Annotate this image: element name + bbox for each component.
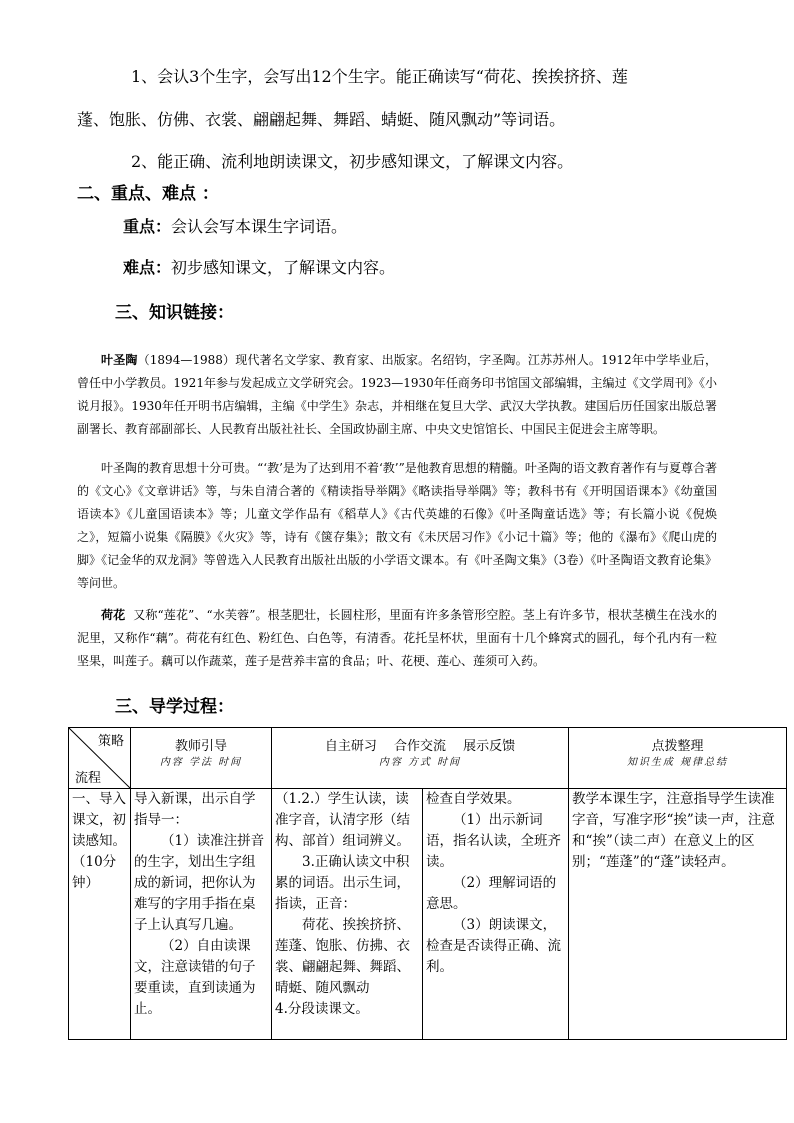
section-heading-learning-process: 三、导学过程： <box>115 697 234 717</box>
knowledge-paragraph-education <box>77 457 717 595</box>
check-text-4: （3）朗读课文，检查是否读得正确、流利。 <box>426 917 561 975</box>
teacher-text-1: 导入新课，出示自学指导一： <box>134 791 256 828</box>
section-heading-key-points: 二、重点、难点 ： <box>77 184 219 204</box>
table-row <box>69 789 787 1040</box>
stage-cell <box>69 789 131 1040</box>
summary-cell <box>569 789 787 1040</box>
knowledge-paragraph-ye-shengtao <box>77 349 717 441</box>
objective-line-1: 1、会认3个生字，会写出12个生字。能正确读写“荷花、挨挨挤挤、莲 <box>131 67 628 86</box>
person-name: 叶圣陶 <box>101 353 138 367</box>
key-point-label: 重点： <box>123 217 172 236</box>
corner-top-label: 策略 <box>97 734 124 749</box>
table-header-row <box>69 728 787 789</box>
key-point-line <box>123 217 347 237</box>
header-study-title: 自主研习 合作交流 展示反馈 <box>324 739 516 754</box>
header-study <box>272 728 569 789</box>
study-text-4: 4.分段读课文。 <box>275 1001 369 1017</box>
header-summary <box>569 728 787 789</box>
header-summary-title: 点拨整理 <box>651 739 704 754</box>
header-teacher-sub: 内容 学法 时间 <box>159 757 243 768</box>
header-summary-sub: 知识生成 规律总结 <box>626 757 729 768</box>
corner-bottom-label: 流程 <box>75 771 102 786</box>
lotus-name: 荷花 <box>101 608 126 622</box>
check-text-2: （1）出示新词语，指名认读，全班齐读。 <box>426 812 561 870</box>
check-cell <box>423 789 569 1040</box>
objective-line-2: 蓬、饱胀、仿佛、衣裳、翩翩起舞、舞蹈、蜻蜓、随风飘动”等词语。 <box>77 110 566 129</box>
check-text-1: 检查自学效果。 <box>426 791 521 807</box>
difficult-point-label: 难点： <box>123 258 172 277</box>
bio-text: （1894—1988）现代著名文学家、教育家、出版家。名绍钧，字圣陶。江苏苏州人。1912年中学毕业后，曾任中小学教员。1921年参与发起成立文学研究会。1923—1930年任商务印书馆国文部编辑，主编过《文学周刊》《小说月报》。1930年任开明书店编辑，主编《中学生》杂志，并相继在复旦大学、武汉大学执教。建国后历任国家出版总署副署长、教育部副部长、人民教育出版社社长、全国政协副主席、中央文史馆馆长、中国民主促进会主席等职。 <box>77 353 717 436</box>
corner-cell <box>69 728 131 789</box>
header-teacher-title: 教师引导 <box>174 739 227 754</box>
study-cell <box>272 789 423 1040</box>
header-teacher <box>131 728 272 789</box>
study-text-2: 3.正确认读文中积累的词语。出示生词，指读，正音： <box>275 854 410 912</box>
teacher-cell <box>131 789 272 1040</box>
header-study-sub: 内容 方式 时间 <box>378 757 462 768</box>
teacher-text-2: （1）读准注拼音的生字，划出生字组成的新词，把你认为难写的字用手指在桌子上认真写几遍。 <box>134 833 265 933</box>
lotus-text: 又称“莲花”、“水芙蓉”。根茎肥壮，长圆柱形，里面有许多条管形空腔。茎上有许多节，根状茎横生在浅水的泥里，又称作“藕”。荷花有红色、粉红色、白色等，有清香。花托呈杯状，里面有十几个蜂窝式的圆孔，每个孔内有一粒坚果，叫莲子。藕可以作蔬菜，莲子是营养丰富的食品；叶、花梗、莲心、莲须可入药。 <box>77 608 717 668</box>
objective-line-3: 2、能正确、流利地朗读课文，初步感知课文，了解课文内容。 <box>131 152 574 171</box>
teacher-text-3: （2）自由读课文，注意读错的句子要重读，直到读通为止。 <box>134 938 256 1017</box>
study-text-1: （1.2.）学生认读，读准字音，认清字形（结构、部首）组词辨义。 <box>275 791 410 849</box>
knowledge-paragraph-lotus <box>77 604 717 673</box>
section-heading-knowledge-link: 三、知识链接： <box>115 303 234 323</box>
difficult-point-text: 初步感知课文，了解课文内容。 <box>171 258 396 277</box>
education-text: 叶圣陶的教育思想十分可贵。“‘教’是为了达到用不着‘教’”是他教育思想的精髓。叶圣陶的语文教育著作有与夏尊合著的《文心》《文章讲话》等，与朱自清合著的《精读指导举隅》《略读指导举隅》等；教科书有《开明国语课本》《幼童国语读本》《儿童国语读本》等；儿童文学作品有《稻草人》《古代英雄的石像》《叶圣陶童话选》等；有长篇小说《倪焕之》，短篇小说集《隔膜》《火灾》等，诗有《箧存集》；散文有《未厌居习作》《小记十篇》等；他的《瀑布》《爬山虎的脚》《记金华的双龙洞》等曾选入人民教育出版社出版的小学语文课本。有《叶圣陶文集》（3卷）《叶圣陶语文教育论集》等问世。 <box>77 461 717 590</box>
summary-text: 教学本课生字，注意指导学生读准字音，写准字形“挨”读一声，注意和“挨”（读二声）在意义上的区别；“莲蓬”的“蓬”读轻声。 <box>572 791 775 870</box>
check-text-3: （2）理解词语的意思。 <box>426 875 557 912</box>
difficult-point-line <box>123 258 395 278</box>
key-point-text: 会认会写本课生字词语。 <box>171 217 348 236</box>
stage-text: 一、导入课文，初读感知。（10分钟） <box>72 791 126 891</box>
study-text-3: 荷花、挨挨挤挤、莲蓬、饱胀、仿拂、衣裳、翩翩起舞、舞蹈、晴蜓、随风飘动 <box>275 917 410 996</box>
learning-process-table <box>68 727 787 1040</box>
